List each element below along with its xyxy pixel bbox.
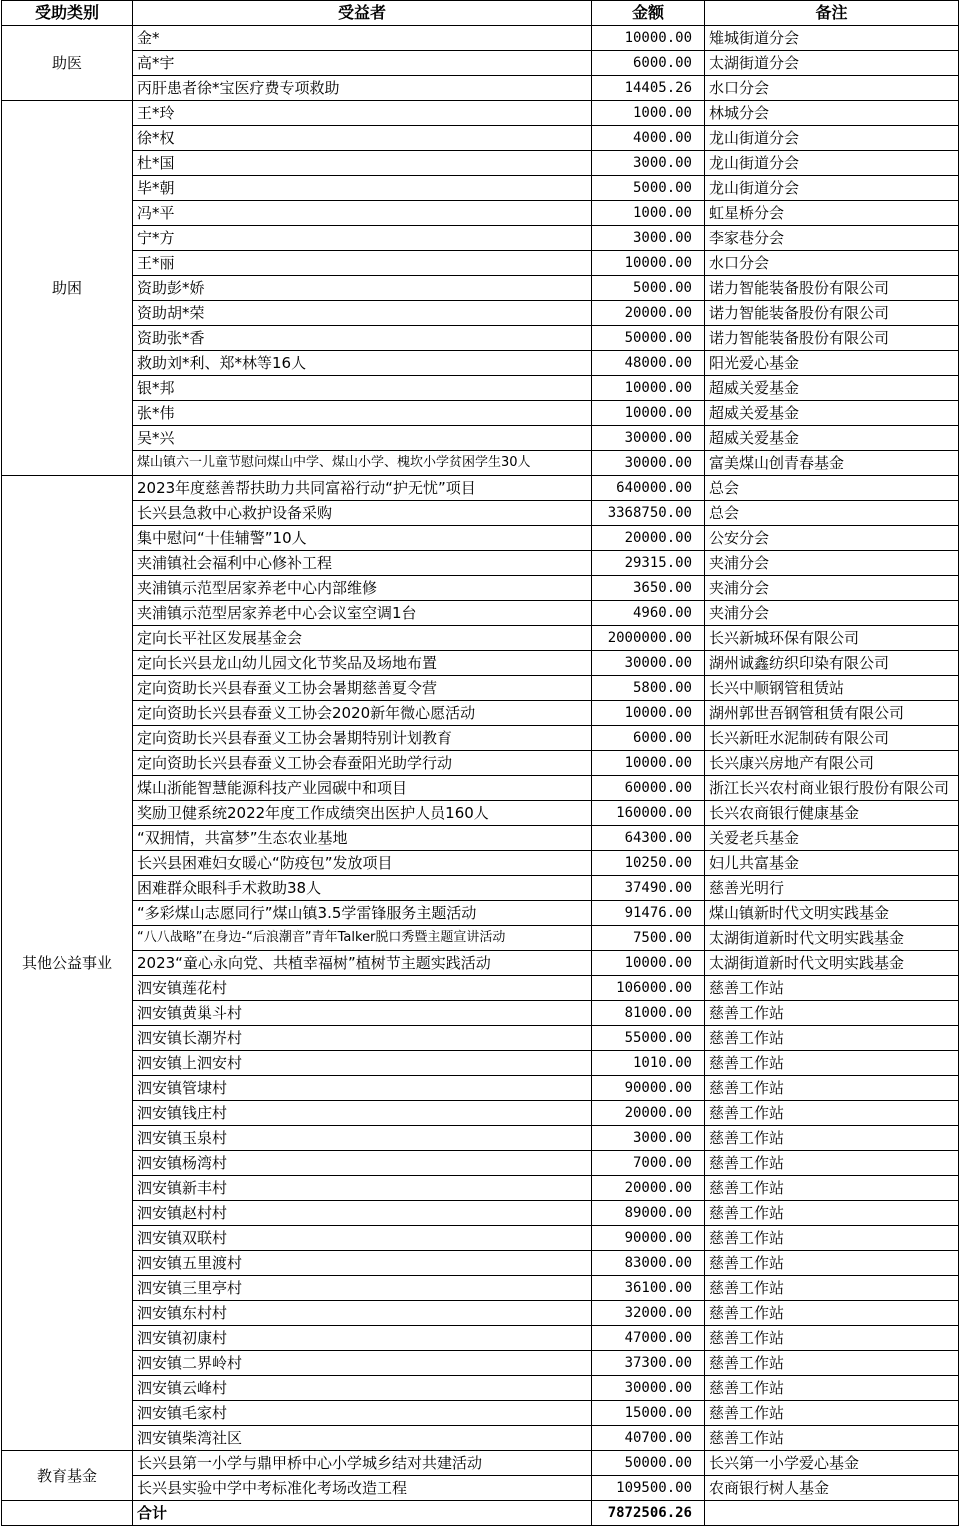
header-note: 备注 <box>705 1 959 26</box>
table-row <box>2 501 959 526</box>
amount-cell: 10000.00 <box>592 376 705 401</box>
beneficiary-cell: 定向资助长兴县春蚕义工协会2020新年微心愿活动 <box>133 701 592 726</box>
beneficiary-cell: 泗安镇东村村 <box>133 1301 592 1326</box>
beneficiary-cell: 资助胡*荣 <box>133 301 592 326</box>
total-amount: 7872506.26 <box>592 1501 705 1526</box>
note-cell: 妇儿共富基金 <box>705 851 959 876</box>
beneficiary-cell: 救助刘*利、郑*林等16人 <box>133 351 592 376</box>
total-label: 合计 <box>133 1501 592 1526</box>
beneficiary-cell: 徐*权 <box>133 126 592 151</box>
header-amount: 金额 <box>592 1 705 26</box>
beneficiary-cell: 2023“童心永向党、共植幸福树”植树节主题实践活动 <box>133 951 592 976</box>
beneficiary-cell: “八八战略”在身边-“后浪潮音”青年Talker脱口秀暨主题宣讲活动 <box>133 926 592 951</box>
table-row <box>2 601 959 626</box>
table-row <box>2 176 959 201</box>
note-cell: 慈善工作站 <box>705 1201 959 1226</box>
beneficiary-cell: 泗安镇杨湾村 <box>133 1151 592 1176</box>
beneficiary-cell: 夹浦镇示范型居家养老中心内部维修 <box>133 576 592 601</box>
beneficiary-cell: 煤山镇六一儿童节慰问煤山中学、煤山小学、槐坎小学贫困学生30人 <box>133 451 592 476</box>
table-row <box>2 651 959 676</box>
note-cell: 慈善工作站 <box>705 1351 959 1376</box>
category-cell: 助困 <box>2 101 133 476</box>
beneficiary-cell: 长兴县实验中学中考标准化考场改造工程 <box>133 1476 592 1501</box>
beneficiary-cell: 泗安镇柴湾社区 <box>133 1426 592 1451</box>
beneficiary-cell: 长兴县困难妇女暖心“防疫包”发放项目 <box>133 851 592 876</box>
amount-cell: 90000.00 <box>592 1076 705 1101</box>
table-row <box>2 1301 959 1326</box>
beneficiary-cell: 王*玲 <box>133 101 592 126</box>
table-row <box>2 226 959 251</box>
note-cell: 虹星桥分会 <box>705 201 959 226</box>
note-cell: 慈善工作站 <box>705 1176 959 1201</box>
amount-cell: 7500.00 <box>592 926 705 951</box>
table-body <box>2 26 959 1501</box>
note-cell: 夹浦分会 <box>705 551 959 576</box>
beneficiary-cell: 金* <box>133 26 592 51</box>
table-row <box>2 1201 959 1226</box>
table-row <box>2 676 959 701</box>
note-cell: 林城分会 <box>705 101 959 126</box>
note-cell: 诺力智能装备股份有限公司 <box>705 326 959 351</box>
table-row <box>2 151 959 176</box>
beneficiary-cell: 泗安镇三里亭村 <box>133 1276 592 1301</box>
header-category: 受助类别 <box>2 1 133 26</box>
table-row <box>2 1426 959 1451</box>
note-cell: 慈善工作站 <box>705 1276 959 1301</box>
amount-cell: 91476.00 <box>592 901 705 926</box>
amount-cell: 20000.00 <box>592 1101 705 1126</box>
beneficiary-cell: 资助彭*娇 <box>133 276 592 301</box>
amount-cell: 5000.00 <box>592 176 705 201</box>
beneficiary-cell: 资助张*香 <box>133 326 592 351</box>
beneficiary-cell: 杜*国 <box>133 151 592 176</box>
note-cell: 长兴农商银行健康基金 <box>705 801 959 826</box>
table-row <box>2 26 959 51</box>
note-cell: 慈善工作站 <box>705 1101 959 1126</box>
note-cell: 水口分会 <box>705 251 959 276</box>
amount-cell: 10250.00 <box>592 851 705 876</box>
table-row <box>2 201 959 226</box>
table-row <box>2 976 959 1001</box>
note-cell: 夹浦分会 <box>705 576 959 601</box>
beneficiary-cell: 定向资助长兴县春蚕义工协会春蚕阳光助学行动 <box>133 751 592 776</box>
category-cell: 助医 <box>2 26 133 101</box>
amount-cell: 36100.00 <box>592 1276 705 1301</box>
amount-cell: 50000.00 <box>592 1451 705 1476</box>
table-row <box>2 1101 959 1126</box>
amount-cell: 20000.00 <box>592 301 705 326</box>
note-cell: 慈善工作站 <box>705 1051 959 1076</box>
header-beneficiary: 受益者 <box>133 1 592 26</box>
beneficiary-cell: 王*丽 <box>133 251 592 276</box>
table-row <box>2 951 959 976</box>
table-row <box>2 551 959 576</box>
amount-cell: 37300.00 <box>592 1351 705 1376</box>
amount-cell: 5000.00 <box>592 276 705 301</box>
table-row <box>2 576 959 601</box>
note-cell: 总会 <box>705 501 959 526</box>
amount-cell: 20000.00 <box>592 1176 705 1201</box>
note-cell: 长兴新旺水泥制砖有限公司 <box>705 726 959 751</box>
amount-cell: 1000.00 <box>592 201 705 226</box>
beneficiary-cell: 高*宇 <box>133 51 592 76</box>
amount-cell: 37490.00 <box>592 876 705 901</box>
amount-cell: 10000.00 <box>592 401 705 426</box>
amount-cell: 47000.00 <box>592 1326 705 1351</box>
beneficiary-cell: “双拥情，共富梦”生态农业基地 <box>133 826 592 851</box>
note-cell: 长兴新城环保有限公司 <box>705 626 959 651</box>
total-note <box>705 1501 959 1526</box>
amount-cell: 15000.00 <box>592 1401 705 1426</box>
amount-cell: 10000.00 <box>592 751 705 776</box>
note-cell: 超威关爱基金 <box>705 376 959 401</box>
beneficiary-cell: 银*邦 <box>133 376 592 401</box>
table-row <box>2 1151 959 1176</box>
amount-cell: 40700.00 <box>592 1426 705 1451</box>
note-cell: 慈善工作站 <box>705 1426 959 1451</box>
beneficiary-cell: 定向长兴县龙山幼儿园文化节奖品及场地布置 <box>133 651 592 676</box>
note-cell: 太湖街道分会 <box>705 51 959 76</box>
note-cell: 龙山街道分会 <box>705 151 959 176</box>
beneficiary-cell: 泗安镇初康村 <box>133 1326 592 1351</box>
table-row <box>2 1351 959 1376</box>
total-category-cell <box>2 1501 133 1526</box>
beneficiary-cell: 困难群众眼科手术救助38人 <box>133 876 592 901</box>
amount-cell: 3368750.00 <box>592 501 705 526</box>
table-row <box>2 1376 959 1401</box>
beneficiary-cell: 泗安镇五里渡村 <box>133 1251 592 1276</box>
note-cell: 慈善工作站 <box>705 1026 959 1051</box>
table-row <box>2 1001 959 1026</box>
note-cell: 诺力智能装备股份有限公司 <box>705 301 959 326</box>
note-cell: 慈善工作站 <box>705 976 959 1001</box>
beneficiary-cell: 2023年度慈善帮扶助力共同富裕行动“护无忧”项目 <box>133 476 592 501</box>
beneficiary-cell: 泗安镇双联村 <box>133 1226 592 1251</box>
beneficiary-cell: 泗安镇长潮岕村 <box>133 1026 592 1051</box>
note-cell: 慈善光明行 <box>705 876 959 901</box>
beneficiary-cell: 宁*方 <box>133 226 592 251</box>
table-row <box>2 251 959 276</box>
total-row <box>2 1501 959 1526</box>
amount-cell: 64300.00 <box>592 826 705 851</box>
note-cell: 雉城街道分会 <box>705 26 959 51</box>
amount-cell: 1010.00 <box>592 1051 705 1076</box>
beneficiary-cell: 长兴县急救中心救护设备采购 <box>133 501 592 526</box>
note-cell: 公安分会 <box>705 526 959 551</box>
beneficiary-cell: 定向资助长兴县春蚕义工协会暑期慈善夏令营 <box>133 676 592 701</box>
note-cell: 超威关爱基金 <box>705 426 959 451</box>
table-row <box>2 401 959 426</box>
table-row <box>2 76 959 101</box>
amount-cell: 7000.00 <box>592 1151 705 1176</box>
beneficiary-cell: 泗安镇钱庄村 <box>133 1101 592 1126</box>
note-cell: 慈善工作站 <box>705 1151 959 1176</box>
amount-cell: 32000.00 <box>592 1301 705 1326</box>
amount-cell: 2000000.00 <box>592 626 705 651</box>
note-cell: 浙江长兴农村商业银行股份有限公司 <box>705 776 959 801</box>
amount-cell: 5800.00 <box>592 676 705 701</box>
note-cell: 长兴康兴房地产有限公司 <box>705 751 959 776</box>
note-cell: 长兴第一小学爱心基金 <box>705 1451 959 1476</box>
amount-cell: 60000.00 <box>592 776 705 801</box>
note-cell: 慈善工作站 <box>705 1376 959 1401</box>
beneficiary-cell: 集中慰问“十佳辅警”10人 <box>133 526 592 551</box>
amount-cell: 20000.00 <box>592 526 705 551</box>
note-cell: 慈善工作站 <box>705 1301 959 1326</box>
beneficiary-cell: 定向长平社区发展基金会 <box>133 626 592 651</box>
table-row <box>2 801 959 826</box>
amount-cell: 6000.00 <box>592 726 705 751</box>
note-cell: 龙山街道分会 <box>705 126 959 151</box>
table-row <box>2 476 959 501</box>
beneficiary-cell: 丙肝患者徐*宝医疗费专项救助 <box>133 76 592 101</box>
beneficiary-cell: 张*伟 <box>133 401 592 426</box>
note-cell: 湖州郭世吾钢管租赁有限公司 <box>705 701 959 726</box>
table-row <box>2 351 959 376</box>
beneficiary-cell: 泗安镇上泗安村 <box>133 1051 592 1076</box>
beneficiary-cell: 吴*兴 <box>133 426 592 451</box>
note-cell: 李家巷分会 <box>705 226 959 251</box>
amount-cell: 50000.00 <box>592 326 705 351</box>
beneficiary-cell: 泗安镇玉泉村 <box>133 1126 592 1151</box>
amount-cell: 3000.00 <box>592 226 705 251</box>
beneficiary-cell: 泗安镇黄巢斗村 <box>133 1001 592 1026</box>
table-row <box>2 301 959 326</box>
note-cell: 慈善工作站 <box>705 1126 959 1151</box>
note-cell: 慈善工作站 <box>705 1326 959 1351</box>
amount-cell: 10000.00 <box>592 701 705 726</box>
amount-cell: 4960.00 <box>592 601 705 626</box>
table-row <box>2 126 959 151</box>
note-cell: 慈善工作站 <box>705 1001 959 1026</box>
beneficiary-cell: 长兴县第一小学与鼎甲桥中心小学城乡结对共建活动 <box>133 1451 592 1476</box>
table-row <box>2 1326 959 1351</box>
table-row <box>2 751 959 776</box>
note-cell: 农商银行树人基金 <box>705 1476 959 1501</box>
table-row <box>2 626 959 651</box>
note-cell: 关爱老兵基金 <box>705 826 959 851</box>
table-row <box>2 1026 959 1051</box>
amount-cell: 1000.00 <box>592 101 705 126</box>
amount-cell: 89000.00 <box>592 1201 705 1226</box>
table-row <box>2 1276 959 1301</box>
amount-cell: 30000.00 <box>592 651 705 676</box>
amount-cell: 10000.00 <box>592 951 705 976</box>
table-row <box>2 1176 959 1201</box>
amount-cell: 30000.00 <box>592 426 705 451</box>
beneficiary-cell: 奖励卫健系统2022年度工作成绩突出医护人员160人 <box>133 801 592 826</box>
amount-cell: 30000.00 <box>592 451 705 476</box>
beneficiary-cell: “多彩煤山志愿同行”煤山镇3.5学雷锋服务主题活动 <box>133 901 592 926</box>
amount-cell: 83000.00 <box>592 1251 705 1276</box>
amount-cell: 29315.00 <box>592 551 705 576</box>
table-row <box>2 851 959 876</box>
beneficiary-cell: 泗安镇新丰村 <box>133 1176 592 1201</box>
amount-cell: 160000.00 <box>592 801 705 826</box>
table-row <box>2 426 959 451</box>
beneficiary-cell: 夹浦镇社会福利中心修补工程 <box>133 551 592 576</box>
beneficiary-cell: 定向资助长兴县春蚕义工协会暑期特别计划教育 <box>133 726 592 751</box>
note-cell: 龙山街道分会 <box>705 176 959 201</box>
table-row <box>2 1251 959 1276</box>
amount-cell: 106000.00 <box>592 976 705 1001</box>
amount-cell: 3000.00 <box>592 151 705 176</box>
table-row <box>2 101 959 126</box>
beneficiary-cell: 泗安镇赵村村 <box>133 1201 592 1226</box>
table-row <box>2 326 959 351</box>
note-cell: 水口分会 <box>705 76 959 101</box>
table-row <box>2 276 959 301</box>
note-cell: 诺力智能装备股份有限公司 <box>705 276 959 301</box>
table-row <box>2 901 959 926</box>
beneficiary-cell: 煤山浙能智慧能源科技产业园碳中和项目 <box>133 776 592 801</box>
amount-cell: 640000.00 <box>592 476 705 501</box>
table-row <box>2 926 959 951</box>
note-cell: 慈善工作站 <box>705 1076 959 1101</box>
table-row <box>2 1226 959 1251</box>
table-row <box>2 1451 959 1476</box>
note-cell: 超威关爱基金 <box>705 401 959 426</box>
beneficiary-cell: 泗安镇毛家村 <box>133 1401 592 1426</box>
note-cell: 太湖街道新时代文明实践基金 <box>705 951 959 976</box>
table-row <box>2 1401 959 1426</box>
note-cell: 煤山镇新时代文明实践基金 <box>705 901 959 926</box>
amount-cell: 10000.00 <box>592 26 705 51</box>
table-row <box>2 451 959 476</box>
amount-cell: 14405.26 <box>592 76 705 101</box>
note-cell: 夹浦分会 <box>705 601 959 626</box>
category-cell: 其他公益事业 <box>2 476 133 1451</box>
table-row <box>2 1476 959 1501</box>
table-row <box>2 1126 959 1151</box>
table-row <box>2 1076 959 1101</box>
note-cell: 慈善工作站 <box>705 1226 959 1251</box>
table-row <box>2 526 959 551</box>
table-row <box>2 726 959 751</box>
table-row <box>2 776 959 801</box>
table-row <box>2 826 959 851</box>
beneficiary-cell: 泗安镇莲花村 <box>133 976 592 1001</box>
table-row <box>2 376 959 401</box>
amount-cell: 6000.00 <box>592 51 705 76</box>
beneficiary-cell: 泗安镇管埭村 <box>133 1076 592 1101</box>
note-cell: 慈善工作站 <box>705 1251 959 1276</box>
beneficiary-cell: 毕*朝 <box>133 176 592 201</box>
beneficiary-cell: 泗安镇二界岭村 <box>133 1351 592 1376</box>
note-cell: 总会 <box>705 476 959 501</box>
donation-table <box>1 0 959 1526</box>
beneficiary-cell: 泗安镇云峰村 <box>133 1376 592 1401</box>
amount-cell: 48000.00 <box>592 351 705 376</box>
note-cell: 阳光爱心基金 <box>705 351 959 376</box>
note-cell: 湖州诚鑫纺织印染有限公司 <box>705 651 959 676</box>
category-cell: 教育基金 <box>2 1451 133 1501</box>
amount-cell: 109500.00 <box>592 1476 705 1501</box>
beneficiary-cell: 夹浦镇示范型居家养老中心会议室空调1台 <box>133 601 592 626</box>
note-cell: 长兴中顺钢管租赁站 <box>705 676 959 701</box>
note-cell: 富美煤山创青春基金 <box>705 451 959 476</box>
amount-cell: 3650.00 <box>592 576 705 601</box>
amount-cell: 30000.00 <box>592 1376 705 1401</box>
table-row <box>2 1051 959 1076</box>
table-header-row <box>2 1 959 26</box>
amount-cell: 3000.00 <box>592 1126 705 1151</box>
note-cell: 慈善工作站 <box>705 1401 959 1426</box>
amount-cell: 55000.00 <box>592 1026 705 1051</box>
table-row <box>2 51 959 76</box>
table-row <box>2 701 959 726</box>
table-row <box>2 876 959 901</box>
amount-cell: 4000.00 <box>592 126 705 151</box>
amount-cell: 81000.00 <box>592 1001 705 1026</box>
beneficiary-cell: 冯*平 <box>133 201 592 226</box>
note-cell: 太湖街道新时代文明实践基金 <box>705 926 959 951</box>
amount-cell: 90000.00 <box>592 1226 705 1251</box>
amount-cell: 10000.00 <box>592 251 705 276</box>
